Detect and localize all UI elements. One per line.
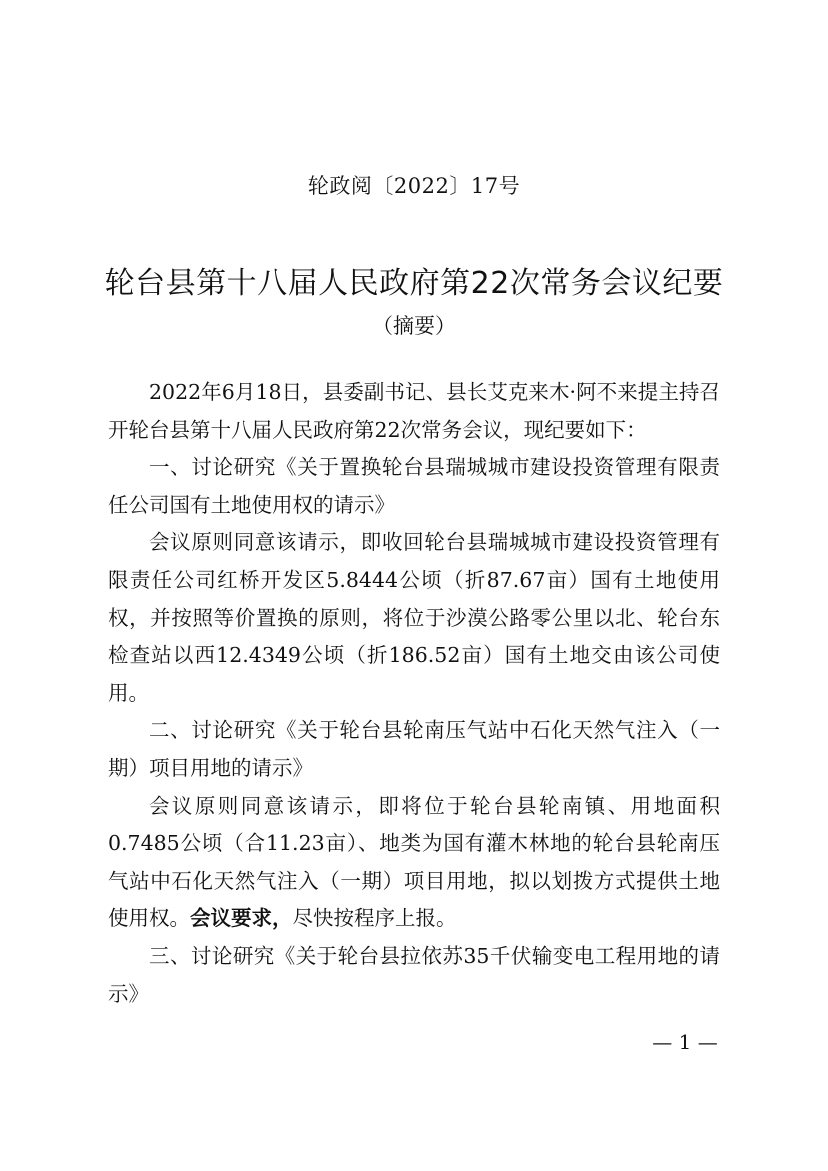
item2-heading: 二、讨论研究《关于轮台县轮南压气站中石化天然气注入（一期）项目用地的请示》 <box>108 718 720 780</box>
item1-heading: 一、讨论研究《关于置换轮台县瑞城城市建设投资管理有限责任公司国有土地使用权的请示》 <box>108 455 720 517</box>
document-subtitle: （摘要） <box>372 314 456 338</box>
item3-heading: 三、讨论研究《关于轮台县拉依苏35千伏输变电工程用地的请示》 <box>108 943 720 1006</box>
meeting-requirement-label: 会议要求， <box>190 906 293 931</box>
document-body <box>108 374 720 1013</box>
document-title: 轮台县第十八届人民政府第22次常务会议纪要 <box>104 266 724 301</box>
item2-tail: 尽快按程序上报。 <box>292 906 457 931</box>
page-number: — 1 — <box>652 1030 718 1054</box>
document-number: 轮政阅〔2022〕17号 <box>307 174 521 198</box>
intro-paragraph: 2022年6月18日，县委副书记、县长艾克来木·阿不来提主持召开轮台县第十八届人民政府第22次常务会议，现纪要如下： <box>108 380 720 442</box>
item1-paragraph: 会议原则同意该请示，即收回轮台县瑞城城市建设投资管理有限责任公司红桥开发区5.8444公顷（折87.67亩）国有土地使用权，并按照等价置换的原则，将位于沙漠公路零公里以北、轮台东检查站以西12.4349公顷（折186.52亩）国有土地交由该公司使用。 <box>108 530 720 705</box>
item2-text: 会议原则同意该请示，即将位于轮台县轮南镇、用地面积0.7485公顷（合11.23亩）、地类为国有灌木林地的轮台县轮南压气站中石化天然气注入（一期）项目用地，拟以划拨方式提供土地使用权。 <box>108 793 720 931</box>
item2-paragraph <box>108 788 720 938</box>
